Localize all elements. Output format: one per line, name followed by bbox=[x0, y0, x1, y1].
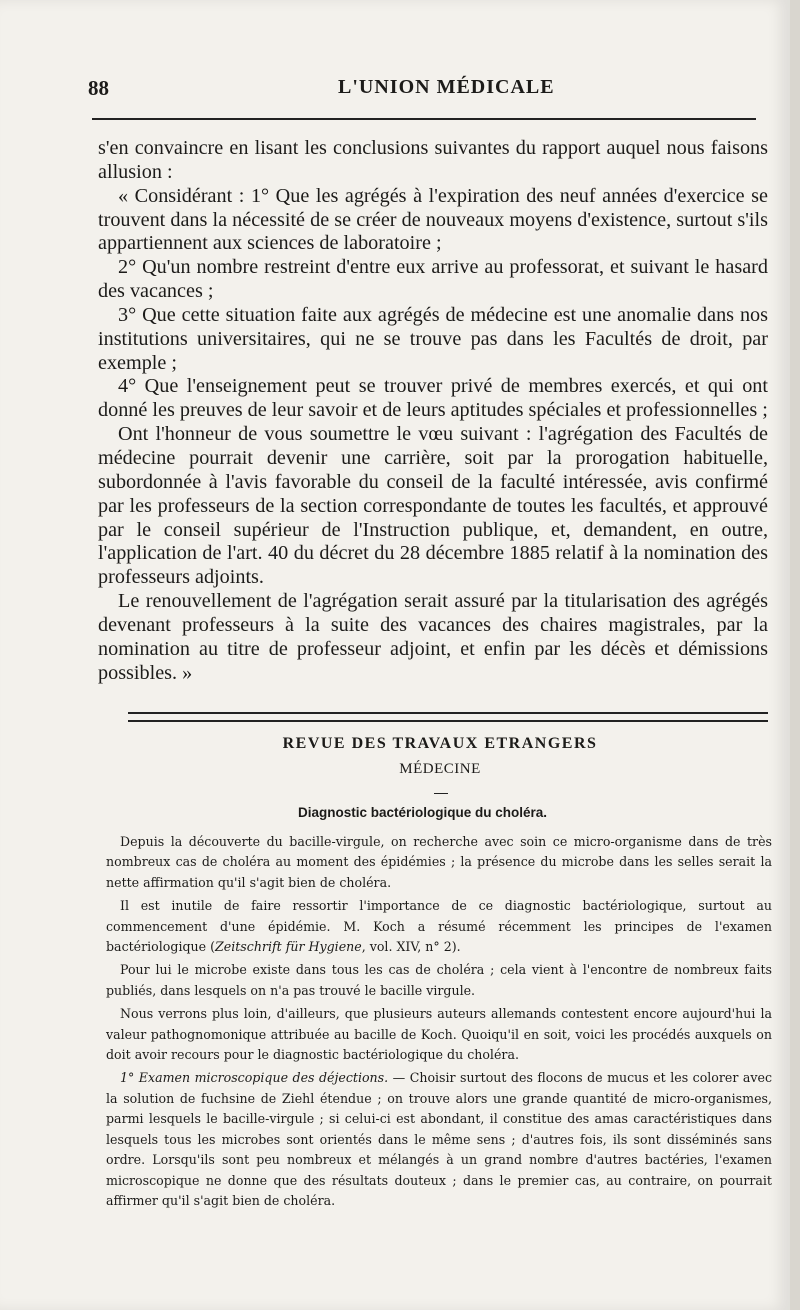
paragraph: Pour lui le microbe existe dans tous les cas de choléra ; cela vient à l'encontre de nombreux faits publiés, dans lesquels on n'a pas trouvé le bacille virgule. bbox=[106, 962, 772, 998]
page-number: 88 bbox=[88, 76, 109, 100]
article-title bbox=[0, 805, 790, 820]
paragraph: 4° Que l'enseignement peut se trouver privé de membres exercés, et qui ont donné les preuves de leur savoir et de leurs aptitudes spéciales et professionnelles ; bbox=[98, 375, 768, 422]
text-run: — Choisir surtout des flocons de mucus et les colorer avec la solution de fuchsine de Ziehl étendue ; on trouve alors une grande quantité de micro-organismes, parmi lesquels le bacille-virgule ; si celui-ci est abondant, il constitue des amas caractéristiques dans lesquels tous les microbes sont orientés dans le même sens ; d'autres fois, ils sont disséminés sans ordre. Lorsqu'ils sont peu nombreux et mélangés à un grand nombre d'autres bactéries, l'examen microscopique ne donne que des résultats douteux ; dans le premier cas, au contraire, on pourrait affirmer qu'il s'agit bien de choléra. bbox=[106, 1070, 772, 1208]
paragraph: Ont l'honneur de vous soumettre le vœu suivant : l'agrégation des Facultés de médecine pourrait devenir une carrière, soit par la prorogation habituelle, subordonnée à l'avis favorable du conseil de la faculté intéressée, avis confirmé par les professeurs de la section correspondante de toutes les facultés, et approuvé par le conseil supérieur de l'Instruction publique, et, demandent, en outre, l'application de l'art. 40 du décret du 28 décembre 1885 relatif à la nomination des professeurs adjoints. bbox=[98, 423, 768, 589]
section-subheading bbox=[0, 761, 790, 778]
header-rule bbox=[92, 118, 756, 120]
paragraph: 3° Que cette situation faite aux agrégés de médecine est une anomalie dans nos institutions universitaires, qui ne se trouve pas dans les Facultés de droit, par exemple ; bbox=[98, 303, 768, 374]
paragraph: Le renouvellement de l'agrégation serait assuré par la titularisation des agrégés devenant professeurs à la suite des vacances des chaires magistrales, par la nomination au titre de professeur adjoint, et enfin par les décès et démissions possibles. » bbox=[98, 590, 768, 684]
section-subheading-text: MÉDECINE bbox=[399, 761, 481, 777]
paragraph: « Considérant : 1° Que les agrégés à l'expiration des neuf années d'exercice se trouvent dans la nécessité de se créer de nouveaux moyens d'existence, surtout s'ils appartiennent aux sciences de laboratoire ; bbox=[98, 184, 768, 255]
paragraph: Nous verrons plus loin, d'ailleurs, que plusieurs auteurs allemands contestent encore aujourd'hui la valeur pathognomonique attribuée au bacille de Koch. Quoiqu'il en soit, voici les procédés auxquels on doit avoir recours pour le diagnostic bactériologique du choléra. bbox=[106, 1006, 772, 1063]
running-title: L'UNION MÉDICALE bbox=[338, 76, 555, 98]
article-text bbox=[106, 832, 772, 1211]
section-divider bbox=[128, 712, 768, 722]
article-title-text: Diagnostic bactériologique du choléra. bbox=[297, 805, 548, 820]
text-run: , vol. XIV, n° 2). bbox=[361, 939, 461, 955]
section-heading bbox=[0, 735, 790, 753]
section-heading-text: REVUE DES TRAVAUX ETRANGERS bbox=[282, 735, 598, 752]
text-run: Il est inutile de faire ressortir l'importance de ce diagnostic bactériologique, surtout au commencement d'une épidémie. M. Koch a résumé récemment les principes de l'examen bactériologique ( bbox=[106, 898, 772, 955]
paragraph bbox=[106, 896, 772, 957]
paragraph bbox=[106, 1068, 772, 1211]
main-text bbox=[98, 137, 768, 685]
journal-title: Zeitschrift für Hygiene bbox=[215, 939, 362, 955]
paragraph: 2° Qu'un nombre restreint d'entre eux arrive au professorat, et suivant le hasard des vacances ; bbox=[98, 256, 768, 303]
page-header bbox=[88, 76, 768, 106]
paragraph: s'en convaincre en lisant les conclusions suivantes du rapport auquel nous faisons allusion : bbox=[98, 137, 768, 183]
separator-dash bbox=[434, 793, 448, 794]
paragraph: Depuis la découverte du bacille-virgule, on recherche avec soin ce micro-organisme dans de très nombreux cas de choléra au moment des épidémies ; la présence du microbe dans les selles serait la nette affirmation qu'il s'agit bien de choléra. bbox=[106, 834, 772, 890]
subsection-heading: 1° Examen microscopique des déjections. bbox=[120, 1070, 389, 1086]
